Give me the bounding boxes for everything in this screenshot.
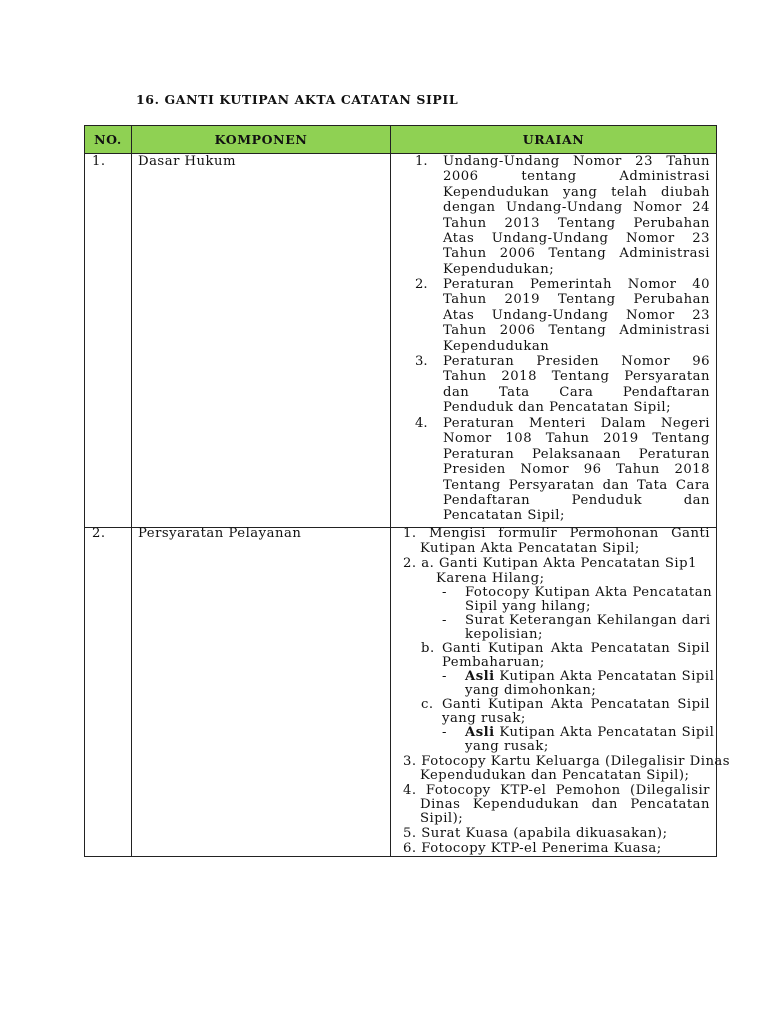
list-line: Kependudukan xyxy=(443,338,550,354)
list-item xyxy=(443,154,710,277)
list-item xyxy=(443,277,710,354)
dash-bullet: - xyxy=(442,585,447,600)
list-line: Tentang Persyaratan dan Tata Cara xyxy=(443,477,710,493)
list-line: yang rusak; xyxy=(465,739,549,754)
list-line: Peraturan Pelaksanaan Peraturan xyxy=(443,446,710,462)
list-line: Kutipan Akta Pencatatan Sipil; xyxy=(420,541,640,556)
list-line: Penduduk dan Pencatatan Sipil; xyxy=(443,400,672,416)
list-line: Pencatatan Sipil; xyxy=(443,508,565,524)
list-line: Pendaftaran Penduduk dan xyxy=(443,493,710,509)
list-line: Atas Undang-Undang Nomor 23 xyxy=(443,307,710,323)
list-line: Peraturan Menteri Dalam Negeri xyxy=(443,416,710,431)
list-item-number: 2. xyxy=(415,277,428,292)
document-title: 16. GANTI KUTIPAN AKTA CATATAN SIPIL xyxy=(136,92,459,107)
list-line: Tahun 2013 Tentang Perubahan xyxy=(443,215,710,231)
list-line: Atas Undang-Undang Nomor 23 xyxy=(443,231,710,247)
header-uraian: URAIAN xyxy=(522,132,585,147)
list-item-number: 4. xyxy=(415,416,428,431)
dash-bullet: - xyxy=(442,669,447,684)
list-line-text: 1. Mengisi formulir Permohonan Ganti xyxy=(403,526,710,541)
list-line xyxy=(420,797,710,812)
list-line: yang dimohonkan; xyxy=(465,683,597,698)
list-line: Kependudukan; xyxy=(443,261,555,277)
list-line: Tahun 2019 Tentang Perubahan xyxy=(443,292,710,308)
list-line: Tahun 2006 Tentang Administrasi xyxy=(443,246,710,262)
list-line: yang rusak; xyxy=(442,711,526,726)
list-line: 2. a. Ganti Kutipan Akta Pencatatan Sip1 xyxy=(403,556,697,571)
list-line: dan Tata Cara Pendaftaran xyxy=(443,384,710,400)
list-line-text: Surat Keterangan Kehilangan dari xyxy=(465,613,711,628)
bold-label: Asli xyxy=(465,725,495,740)
column-divider xyxy=(131,126,132,856)
list-line: Sipil); xyxy=(420,811,464,826)
list-line: Peraturan Pemerintah Nomor 40 xyxy=(443,277,710,292)
list-line: Sipil yang hilang; xyxy=(465,599,591,614)
list-line-text: Dinas Kependudukan dan Pencatatan xyxy=(420,797,710,812)
requirements-table xyxy=(84,125,731,857)
sub-item-label: b. xyxy=(421,641,435,656)
dash-bullet: - xyxy=(442,725,447,740)
row1-komponen: Dasar Hukum xyxy=(138,154,237,169)
list-line: Presiden Nomor 96 Tahun 2018 xyxy=(443,462,710,478)
list-line-text: 4. Fotocopy KTP-el Pemohon (Dilegalisir xyxy=(403,783,710,798)
list-line: Kependudukan dan Pencatatan Sipil); xyxy=(420,768,690,783)
list-line-text: Kutipan Akta Pencatatan Sipil xyxy=(499,725,715,740)
list-line: 5. Surat Kuasa (apabila dikuasakan); xyxy=(403,826,668,841)
list-line: Undang-Undang Nomor 23 Tahun xyxy=(443,154,710,169)
list-line: Nomor 108 Tahun 2019 Tentang xyxy=(443,431,710,447)
list-line: Tahun 2006 Tentang Administrasi xyxy=(443,323,710,339)
column-divider xyxy=(390,126,391,856)
list-line-text: 3. Fotocopy Kartu Keluarga (Dilegalisir Dinas xyxy=(403,754,731,769)
row2-komponen: Persyaratan Pelayanan xyxy=(138,526,302,541)
bold-label: Asli xyxy=(465,669,495,684)
sub-item-label: c. xyxy=(421,697,434,712)
list-line-text: Ganti Kutipan Akta Pencatatan Sipil xyxy=(442,697,710,712)
dash-bullet: - xyxy=(442,613,447,628)
list-line-text: Fotocopy Kutipan Akta Pencatatan xyxy=(465,585,713,600)
list-line: dengan Undang-Undang Nomor 24 xyxy=(443,200,710,216)
list-item xyxy=(443,416,710,524)
list-line-text: Ganti Kutipan Akta Pencatatan Sipil xyxy=(442,641,710,656)
list-line: Karena Hilang; xyxy=(436,571,545,586)
list-line: 6. Fotocopy KTP-el Penerima Kuasa; xyxy=(403,841,662,856)
list-line: Tahun 2018 Tentang Persyaratan xyxy=(443,369,710,385)
list-line xyxy=(403,526,710,541)
row2-no: 2. xyxy=(92,526,106,541)
header-komponen: KOMPONEN xyxy=(214,132,308,147)
list-item-number: 1. xyxy=(415,154,428,169)
header-no: NO. xyxy=(94,132,122,147)
list-line: Kependudukan yang telah diubah xyxy=(443,184,710,200)
list-line: kepolisian; xyxy=(465,627,543,642)
list-line-text: Kutipan Akta Pencatatan Sipil xyxy=(499,669,715,684)
list-line: Pembaharuan; xyxy=(442,655,545,670)
list-item xyxy=(443,354,710,416)
list-line: 2006 tentang Administrasi xyxy=(443,169,710,185)
list-item-number: 3. xyxy=(415,354,428,369)
row1-no: 1. xyxy=(92,154,106,169)
list-line: Peraturan Presiden Nomor 96 xyxy=(443,354,710,369)
